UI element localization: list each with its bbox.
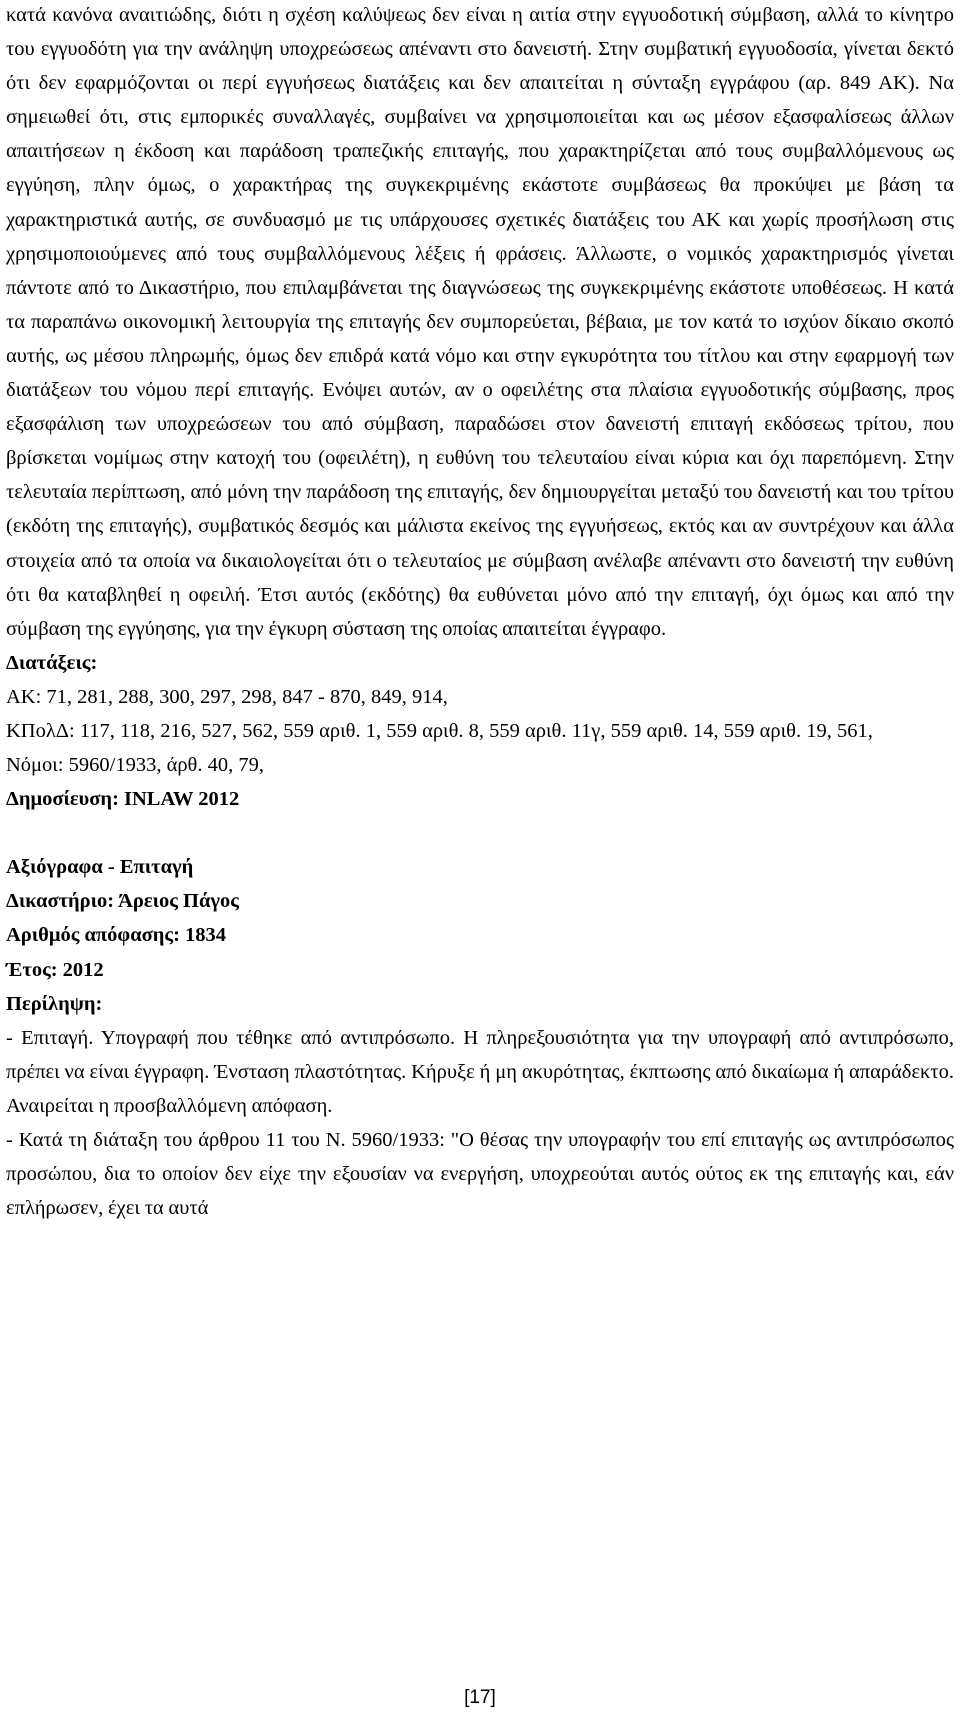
- case-decision-number: Αριθμός απόφασης: 1834: [6, 924, 227, 947]
- provisions-kpold: ΚΠολΔ: 117, 118, 216, 527, 562, 559 αριθ. 1, 559 αριθ. 8, 559 αριθ. 11γ, 559 αριθ. 14, 559 αριθ. 19, 561,: [6, 719, 873, 742]
- document-page: [6, 0, 954, 1225]
- provisions-laws: Νόμοι: 5960/1933, άρθ. 40, 79,: [6, 754, 264, 777]
- provisions-heading: Διατάξεις:: [6, 651, 98, 674]
- section-gap: [6, 816, 954, 850]
- case-year: Έτος: 2012: [6, 958, 104, 981]
- page-number: [17]: [464, 1687, 496, 1708]
- body-paragraph: κατά κανόνα αναιτιώδης, διότι η σχέση καλύψεως δεν είναι η αιτία στην εγγυοδοτική σύμβαση, αλλά το κίνητρο του εγγυοδότη για την ανάληψη υποχρεώσεως απέναντι στο δανειστή. Στην συμβατική εγγυοδοσία, γίνεται δεκτό ότι δεν εφαρμόζονται οι περί εγγυήσεως διατάξεις και δεν απαιτείται η σύνταξη εγγράφου (αρ. 849 ΑΚ). Να σημειωθεί ότι, στις εμπορικές συναλλαγές, συμβαίνει να χρησιμοποιείται και ως μέσον εξασφαλίσεως άλλων απαιτήσεων η έκδοση και παράδοση τραπεζικής επιταγής, που χαρακτηρίζεται από τους συμβαλλόμενους ως εγγύηση, πλην όμως, ο χαρακτήρας της συγκεκριμένης εκάστοτε συμβάσεως θα προκύψει με βάση τα χαρακτηριστικά αυτής, σε συνδυασμό με τις υπάρχουσες σχετικές διατάξεις του ΑΚ και χωρίς προσήλωση στις χρησιμοποιούμενες από τους συμβαλλόμενους λέξεις ή φράσεις. Άλλωστε, ο νομικός χαρακτηρισμός γίνεται πάντοτε από το Δικαστήριο, που επιλαμβάνεται της διαγνώσεως της συγκεκριμένης εκάστοτε υποθέσεως. Η κατά τα παραπάνω οικονομική λειτουργία της επιταγής δεν συμπορεύεται, βέβαια, με τον κατά το ισχύον δίκαιο σκοπό αυτής, ως μέσου πληρωμής, όμως δεν επιδρά κατά νόμο και στην εγκυρότητα του τίτλου και στην εφαρμογή των διατάξεων του νόμου περί επιταγής. Ενόψει αυτών, αν ο οφειλέτης στα πλαίσια εγγυοδοτικής σύμβασης, προς εξασφάλιση των υποχρεώσεων του από σύμβαση, παραδώσει στον δανειστή επιταγή εκδόσεως τρίτου, που βρίσκεται νομίμως στην κατοχή του (οφειλέτη), η ευθύνη του τελευταίου είναι κύρια και όχι παρεπόμενη. Στην τελευταία περίπτωση, από μόνη την παράδοση της επιταγής, δεν δημιουργείται μεταξύ του δανειστή και του τρίτου (εκδότη της επιταγής), συμβατικός δεσμός και μάλιστα εκείνος της εγγυήσεως, εκτός και αν συντρέχουν και άλλα στοιχεία από τα οποία να δικαιολογείται ότι ο τελευταίος με σύμβαση ανέλαβε απέναντι στο δανειστή την ευθύνη ότι θα καταβληθεί η οφειλή. Έτσι αυτός (εκδότης) θα ευθύνεται μόνο από την επιταγή, όχι όμως και από την σύμβαση της εγγύησης, για την έγκυρη σύσταση της οποίας απαιτείται έγγραφο.: [6, 4, 954, 640]
- summary-heading: Περίληψη:: [6, 992, 103, 1015]
- case-title: Αξιόγραφα - Επιταγή: [6, 856, 194, 879]
- case-court: Δικαστήριο: Άρειος Πάγος: [6, 890, 239, 913]
- publication-line: Δημοσίευση: INLAW 2012: [6, 788, 240, 811]
- provisions-ak: ΑΚ: 71, 281, 288, 300, 297, 298, 847 - 870, 849, 914,: [6, 685, 448, 708]
- summary-paragraph-2: - Κατά τη διάταξη του άρθρου 11 του Ν. 5960/1933: "Ο θέσας την υπογραφήν του επί επιταγής ως αντιπρόσωπος προσώπου, δια το οποίον δεν είχε την εξουσίαν να ενεργήση, υποχρεούται αυτός ούτος εκ της επιταγής και, εάν επλήρωσεν, έχει τα αυτά: [6, 1129, 954, 1220]
- summary-paragraph-1: - Επιταγή. Υπογραφή που τέθηκε από αντιπρόσωπο. Η πληρεξουσιότητα για την υπογραφή από αντιπρόσωπο, πρέπει να είναι έγγραφη. Ένσταση πλαστότητας. Κήρυξε ή μη ακυρότητας, έκπτωσης από δικαίωμα ή απαράδεκτο. Αναιρείται η προσβαλλόμενη απόφαση.: [6, 1026, 954, 1117]
